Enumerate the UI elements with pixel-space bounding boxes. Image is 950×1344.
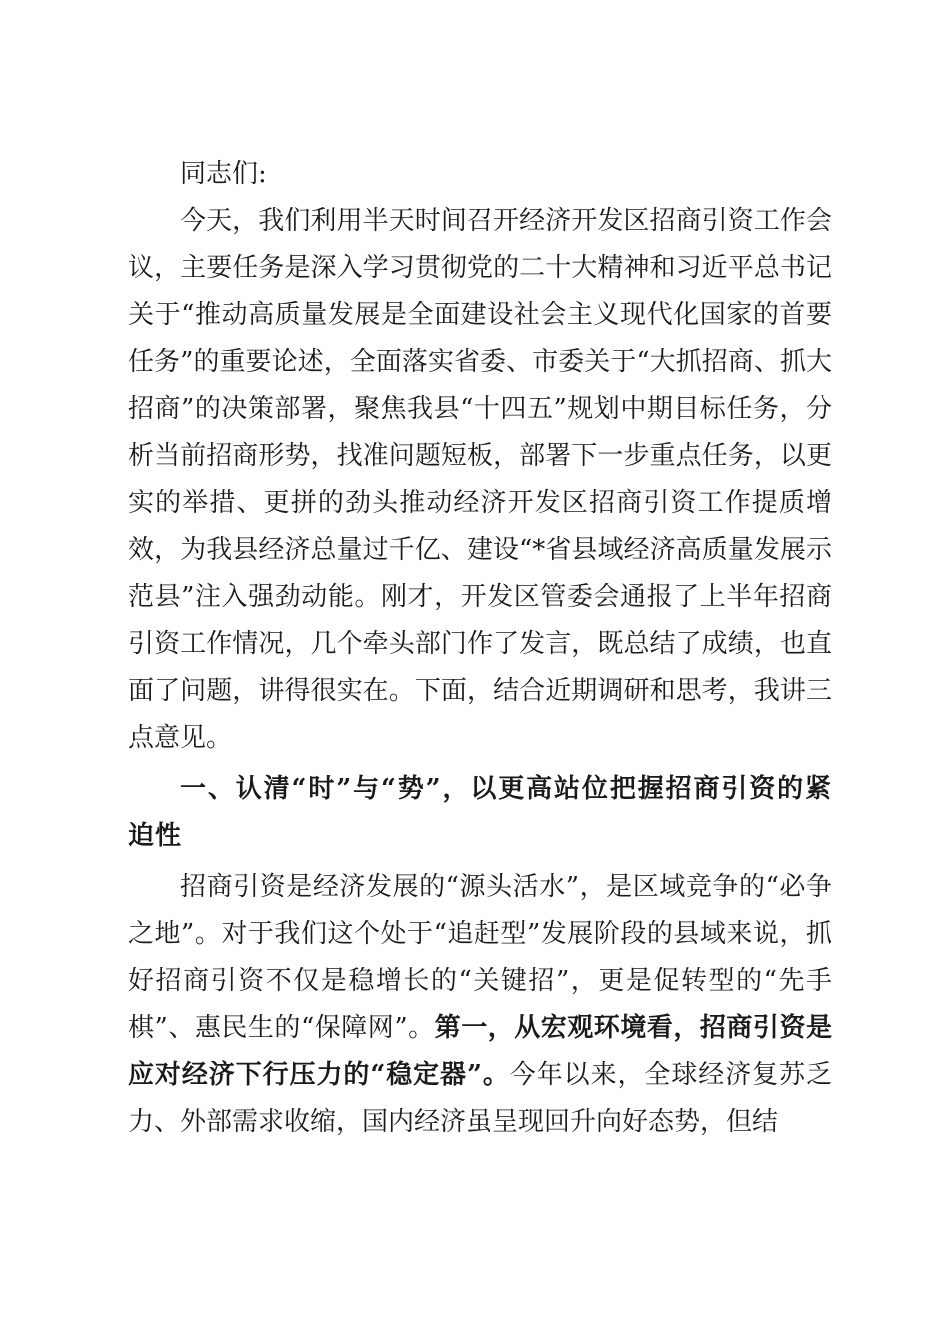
section-1-paragraph	[128, 864, 832, 1146]
section-1-point-1-heading: 第一，从宏观环境看，招商引资是应对经济下行压力的“稳定器”。	[128, 1013, 832, 1090]
section-1-heading: 一、认清“时”与“势”，以更高站位把握招商引资的紧迫性	[128, 774, 832, 851]
salutation: 同志们:	[180, 159, 267, 189]
section-1-text-part2: 今年以来，全球经济复苏乏力、外部需求收缩，国内经济虽呈现回升向好态势，但结	[128, 1060, 832, 1137]
document-body	[128, 151, 832, 1146]
section-1-text-part1: 招商引资是经济发展的“源头活水”，是区域竞争的“必争之地”。对于我们这个处于“追赶型”发展阶段的县域来说，抓好招商引资不仅是稳增长的“关键招”，更是促转型的“先手棋”、惠民生的“保障网”。	[128, 872, 832, 1043]
intro-paragraph: 今天，我们利用半天时间召开经济开发区招商引资工作会议，主要任务是深入学习贯彻党的二十大精神和习近平总书记关于“推动高质量发展是全面建设社会主义现代化国家的首要任务”的重要论述，全面落实省委、市委关于“大抓招商、抓大招商”的决策部署，聚焦我县“十四五”规划中期目标任务，分析当前招商形势，找准问题短板，部署下一步重点任务，以更实的举措、更拼的劲头推动经济开发区招商引资工作提质增效，为我县经济总量过千亿、建设“*省县域经济高质量发展示范县”注入强劲动能。刚才，开发区管委会通报了上半年招商引资工作情况，几个牵头部门作了发言，既总结了成绩，也直面了问题，讲得很实在。下面，结合近期调研和思考，我讲三点意见。	[128, 206, 832, 753]
